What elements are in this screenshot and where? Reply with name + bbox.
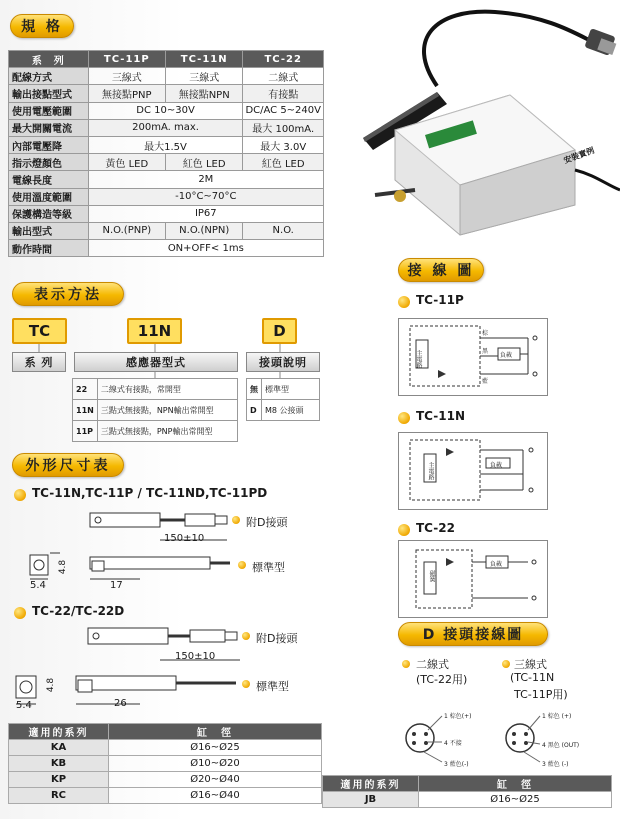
spec-header-tc22: TC-22: [243, 51, 324, 68]
app-header-bore: 缸 徑: [109, 724, 322, 740]
bullet-icon: [402, 660, 410, 668]
spec-row-label: 內部電壓降: [9, 136, 89, 153]
label-series: 系 列: [12, 352, 66, 372]
spec-cell: ON+OFF< 1ms: [88, 240, 323, 257]
spec-header-tc11p: TC-11P: [88, 51, 165, 68]
app-series: RC: [9, 788, 109, 804]
connector-two-wire-sub: (TC-22用): [416, 673, 468, 686]
wiring-label-load-2: 負載: [490, 462, 503, 469]
wiring-diagram-tc11n: [398, 432, 548, 510]
spec-row-label: 最大開關電流: [9, 119, 89, 136]
spec-row-label: 電線長度: [9, 171, 89, 188]
connector-code: 無: [247, 379, 262, 400]
table-row: [9, 740, 322, 756]
wiring-label-load: 負載: [500, 352, 513, 359]
bullet-icon: [14, 489, 26, 501]
table-row: [73, 421, 238, 442]
spec-cell: 最大 100mA.: [243, 119, 324, 136]
bullet-icon: [398, 296, 410, 308]
dim-label-connector-1: 附D接頭: [246, 516, 288, 529]
wiring-label-black: 黑: [482, 348, 489, 355]
app-series: KB: [9, 756, 109, 772]
bullet-icon: [398, 524, 410, 536]
wiring-label-brown: 棕: [482, 330, 489, 337]
app-series: JB: [323, 792, 419, 808]
section-title-notation: 表示方法: [12, 282, 124, 306]
dim-length-17: 17: [110, 580, 123, 591]
sensor-type-table: [72, 378, 238, 442]
connector-desc: M8 公接頭: [262, 400, 320, 421]
bullet-icon: [232, 516, 240, 524]
pin-4-three-wire: 4 黑色 (OUT): [542, 742, 580, 749]
label-sensor-type: 感應器型式: [74, 352, 238, 372]
app-bore: Ø16~Ø25: [419, 792, 612, 808]
wiring-label-reed: 磁簧: [428, 570, 435, 582]
dim-length-26: 26: [114, 698, 127, 709]
connector-three-wire-sub1: (TC-11N: [510, 671, 555, 684]
wiring-label-blue: 藍: [482, 378, 489, 385]
dim-connector-length-2: 150±10: [175, 651, 216, 662]
section-title-specs: 規 格: [10, 14, 74, 38]
spec-cell: 無接點PNP: [88, 85, 165, 102]
application-table-left: [8, 723, 322, 804]
connector-code: D: [247, 400, 262, 421]
sensor-cable-illustration: [345, 0, 620, 250]
pin-1-three-wire: 1 棕色 (+): [542, 713, 572, 720]
connector-three-wire-sub2: TC-11P用): [514, 688, 568, 701]
dim-width-1: 5.4: [30, 580, 46, 591]
code-connector: D: [262, 318, 297, 344]
pin-1-two-wire: 1 棕色(+): [444, 713, 472, 720]
spec-row-label: 輸出接點型式: [9, 85, 89, 102]
connector-two-wire: 二線式: [416, 658, 449, 671]
type-code: 22: [73, 379, 98, 400]
connector-desc: 標準型: [262, 379, 320, 400]
dim-connector-length-1: 150±10: [164, 533, 205, 544]
section-title-connector-wiring: D 接頭接線圖: [398, 622, 548, 646]
spec-header-series: 系 列: [9, 51, 89, 68]
spec-cell: 200mA. max.: [88, 119, 243, 136]
spec-row-label: 使用電壓範圍: [9, 102, 89, 119]
spec-cell: 黃色 LED: [88, 154, 165, 171]
table-row: [73, 379, 238, 400]
bullet-icon: [502, 660, 510, 668]
bullet-icon: [242, 680, 250, 688]
app-header-bore: 缸 徑: [419, 776, 612, 792]
wiring-diagram-tc22: [398, 540, 548, 618]
spec-header-tc11n: TC-11N: [166, 51, 243, 68]
dim-height-1: 4.8: [58, 559, 69, 575]
dimension-drawing-group1: [0, 505, 340, 595]
type-desc: 三點式無接點，NPN輸出常開型: [97, 400, 237, 421]
spec-row-label: 指示燈顏色: [9, 154, 89, 171]
app-header-row: [9, 724, 322, 740]
connector-pin-diagrams: [398, 706, 620, 772]
code-sensor-type: 11N: [127, 318, 182, 344]
table-row: [247, 379, 320, 400]
section-title-dimensions: 外形尺寸表: [12, 453, 124, 477]
spec-cell: 二線式: [243, 68, 324, 85]
wiring-label-main-circuit-2: 主電路: [427, 462, 434, 480]
dim-width-2: 5.4: [16, 700, 32, 711]
pin-4-two-wire: 4 不接: [444, 740, 462, 747]
spec-cell: 2M: [88, 171, 323, 188]
spec-cell: N.O.: [243, 222, 324, 239]
spec-cell: N.O.(NPN): [166, 222, 243, 239]
wiring-label-load-3: 負載: [490, 561, 503, 568]
label-connector: 接頭說明: [246, 352, 320, 372]
spec-cell: DC/AC 5~240V: [243, 102, 324, 119]
spec-cell: 紅色 LED: [243, 154, 324, 171]
app-series: KA: [9, 740, 109, 756]
dim-group2-title: TC-22/TC-22D: [32, 604, 125, 618]
wiring-title-tc11n: TC-11N: [416, 409, 465, 423]
table-row: [247, 400, 320, 421]
connector-type-table: [246, 378, 320, 421]
table-row: [9, 756, 322, 772]
application-table-right: [322, 775, 612, 808]
table-row: [9, 772, 322, 788]
notation-connector-lines: [0, 0, 340, 400]
spec-cell: 紅色 LED: [166, 154, 243, 171]
spec-cell: 最大 3.0V: [243, 136, 324, 153]
spec-row-label: 動作時間: [9, 240, 89, 257]
app-bore: Ø16~Ø25: [109, 740, 322, 756]
dim-height-2: 4.8: [46, 677, 57, 693]
type-code: 11N: [73, 400, 98, 421]
wiring-label-main-circuit: 主電路: [415, 350, 422, 368]
dim-label-standard-1: 標準型: [252, 561, 285, 574]
wiring-title-tc22: TC-22: [416, 521, 455, 535]
app-series: KP: [9, 772, 109, 788]
spec-cell: DC 10~30V: [88, 102, 243, 119]
bullet-icon: [14, 607, 26, 619]
spec-cell: -10°C~70°C: [88, 188, 323, 205]
spec-cell: N.O.(PNP): [88, 222, 165, 239]
spec-cell: IP67: [88, 205, 323, 222]
connector-three-wire: 三線式: [514, 658, 547, 671]
bullet-icon: [238, 561, 246, 569]
spec-cell: 三線式: [166, 68, 243, 85]
app-bore: Ø10~Ø20: [109, 756, 322, 772]
app-header-row: [323, 776, 612, 792]
spec-row-label: 保護構造等級: [9, 205, 89, 222]
app-header-series: 適用的系列: [9, 724, 109, 740]
spec-cell: 最大1.5V: [88, 136, 243, 153]
section-title-wiring: 接 線 圖: [398, 258, 484, 282]
spec-row-label: 輸出型式: [9, 222, 89, 239]
app-bore: Ø16~Ø40: [109, 788, 322, 804]
type-desc: 三點式無接點，PNP輸出常開型: [97, 421, 237, 442]
type-desc: 二線式有接點，常開型: [97, 379, 237, 400]
table-row: [9, 788, 322, 804]
bullet-icon: [398, 412, 410, 424]
app-header-series: 適用的系列: [323, 776, 419, 792]
spec-row-label: 配線方式: [9, 68, 89, 85]
product-photo: [345, 0, 620, 250]
pin-3-three-wire: 3 藍色 (-): [542, 761, 569, 768]
dim-label-standard-2: 標準型: [256, 680, 289, 693]
dim-group1-title: TC-11N,TC-11P / TC-11ND,TC-11PD: [32, 486, 268, 500]
bullet-icon: [242, 632, 250, 640]
table-row: [73, 400, 238, 421]
dim-label-connector-2: 附D接頭: [256, 632, 298, 645]
spec-cell: 無接點NPN: [166, 85, 243, 102]
code-series: TC: [12, 318, 67, 344]
app-bore: Ø20~Ø40: [109, 772, 322, 788]
photo-caption: 安裝實例: [562, 145, 596, 166]
wiring-title-tc11p: TC-11P: [416, 293, 464, 307]
spec-cell: 三線式: [88, 68, 165, 85]
spec-cell: 有接點: [243, 85, 324, 102]
pin-3-two-wire: 3 藍色(-): [444, 761, 469, 768]
spec-row-label: 使用溫度範圍: [9, 188, 89, 205]
type-code: 11P: [73, 421, 98, 442]
table-row: [323, 792, 612, 808]
